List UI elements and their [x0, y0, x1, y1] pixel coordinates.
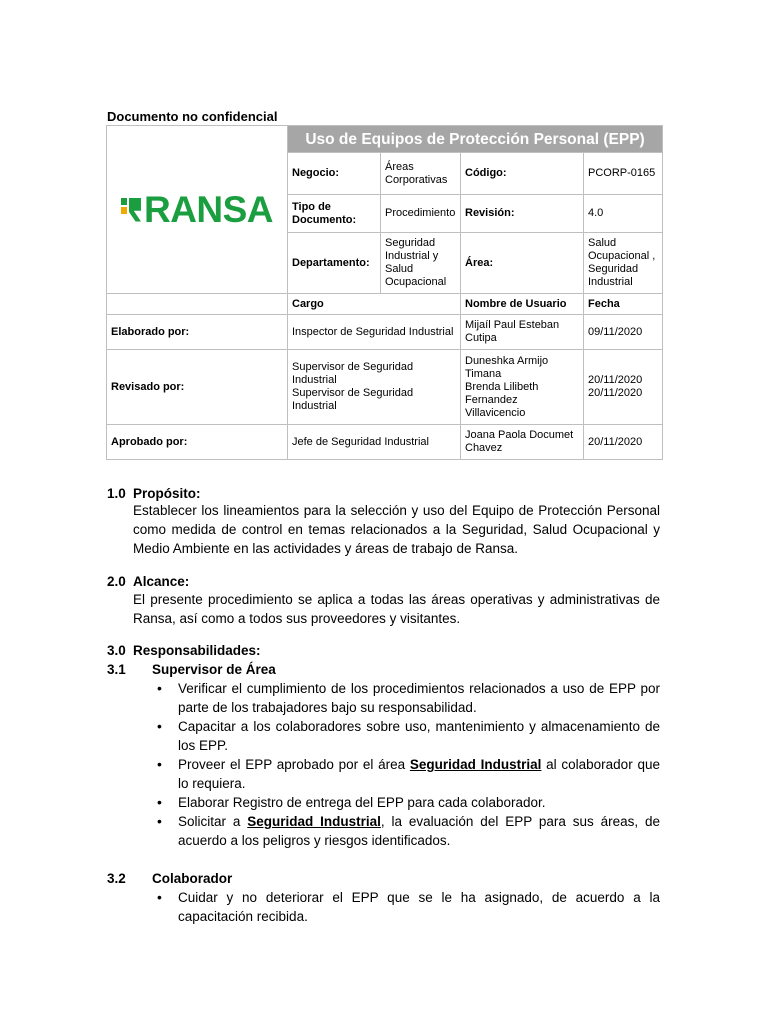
ransa-logo-mark-icon [121, 198, 141, 222]
section-1-heading: 1.0 Propósito: [107, 486, 201, 501]
area-value: Salud Ocupacional , Seguridad Industrial [584, 233, 663, 294]
section-3-heading: 3.0 Responsabilidades: [107, 643, 261, 658]
col-cargo: Cargo [288, 294, 461, 315]
logo-cell [107, 126, 288, 294]
logo-text: RANSA [143, 189, 274, 230]
table-row [107, 425, 663, 460]
row-usuario: Joana Paola Documet Chavez [461, 425, 584, 460]
section-2-heading: 2.0 Alcance: [107, 574, 190, 589]
document-header-table [106, 125, 663, 460]
seguridad-industrial-emphasis: Seguridad Industrial [247, 814, 381, 829]
row-fecha: 20/11/2020 [584, 425, 663, 460]
revision-value: 4.0 [584, 195, 663, 233]
seguridad-industrial-emphasis: Seguridad Industrial [409, 757, 542, 772]
section-3-2-heading: 3.2 Colaborador [107, 871, 233, 886]
area-label: Área: [461, 233, 584, 294]
departamento-value: Seguridad Industrial y Salud Ocupacional [381, 233, 461, 294]
row-label: Revisado por: [107, 350, 288, 425]
tipo-value: Procedimiento [381, 195, 461, 233]
negocio-label: Negocio: [288, 153, 381, 195]
col-fecha: Fecha [584, 294, 663, 315]
confidentiality-label: Documento no confidencial [107, 109, 278, 124]
row-label: Aprobado por: [107, 425, 288, 460]
list-item: • Proveer el EPP aprobado por el área Seguridad Industrial al colaborador que lo requiera. [155, 755, 660, 793]
codigo-label: Código: [461, 153, 584, 195]
list-item: • Solicitar a Seguridad Industrial, la evaluación del EPP para sus áreas, de acuerdo a los peligros y riesgos identificados. [155, 812, 660, 850]
codigo-value: PCORP-0165 [584, 153, 663, 195]
section-3-2-list [155, 888, 660, 926]
table-row [107, 315, 663, 350]
ransa-logo [121, 191, 273, 228]
list-item: • Capacitar a los colaboradores sobre uso, mantenimiento y almacenamiento de los EPP. [155, 717, 660, 755]
section-3-1-list [155, 679, 660, 850]
col-usuario: Nombre de Usuario [461, 294, 584, 315]
revision-label: Revisión: [461, 195, 584, 233]
row-usuario: Duneshka Armijo Timana Brenda Lilibeth Fernandez Villavicencio [461, 350, 584, 425]
document-title: Uso de Equipos de Protección Personal (EPP) [288, 126, 663, 153]
list-item: • Verificar el cumplimiento de los procedimientos relacionados a uso de EPP por parte de los trabajadores bajo su responsabilidad. [155, 679, 660, 717]
row-fecha: 20/11/2020 20/11/2020 [584, 350, 663, 425]
negocio-value: Áreas Corporativas [381, 153, 461, 195]
table-row [107, 350, 663, 425]
row-cargo: Inspector de Seguridad Industrial [288, 315, 461, 350]
tipo-label: Tipo de Documento: [288, 195, 381, 233]
row-label: Elaborado por: [107, 315, 288, 350]
list-item: • Elaborar Registro de entrega del EPP para cada colaborador. [155, 793, 660, 812]
row-usuario: Mijaíl Paul Esteban Cutipa [461, 315, 584, 350]
row-fecha: 09/11/2020 [584, 315, 663, 350]
blank-cell [107, 294, 288, 315]
section-1-text: Establecer los lineamientos para la selección y uso del Equipo de Protección Personal como medida de control en temas relacionados a la Seguridad, Salud Ocupacional y Medio Ambiente en las actividades y áreas de trabajo de Ransa. [133, 503, 660, 556]
list-item: • Cuidar y no deteriorar el EPP que se le ha asignado, de acuerdo a la capacitación recibida. [155, 888, 660, 926]
row-cargo: Supervisor de Seguridad Industrial Supervisor de Seguridad Industrial [288, 350, 461, 425]
section-2-text: El presente procedimiento se aplica a todas las áreas operativas y administrativas de Ransa, así como a todos sus proveedores y visitantes. [133, 592, 660, 626]
departamento-label: Departamento: [288, 233, 381, 294]
section-3-1-heading: 3.1 Supervisor de Área [107, 662, 276, 677]
row-cargo: Jefe de Seguridad Industrial [288, 425, 461, 460]
